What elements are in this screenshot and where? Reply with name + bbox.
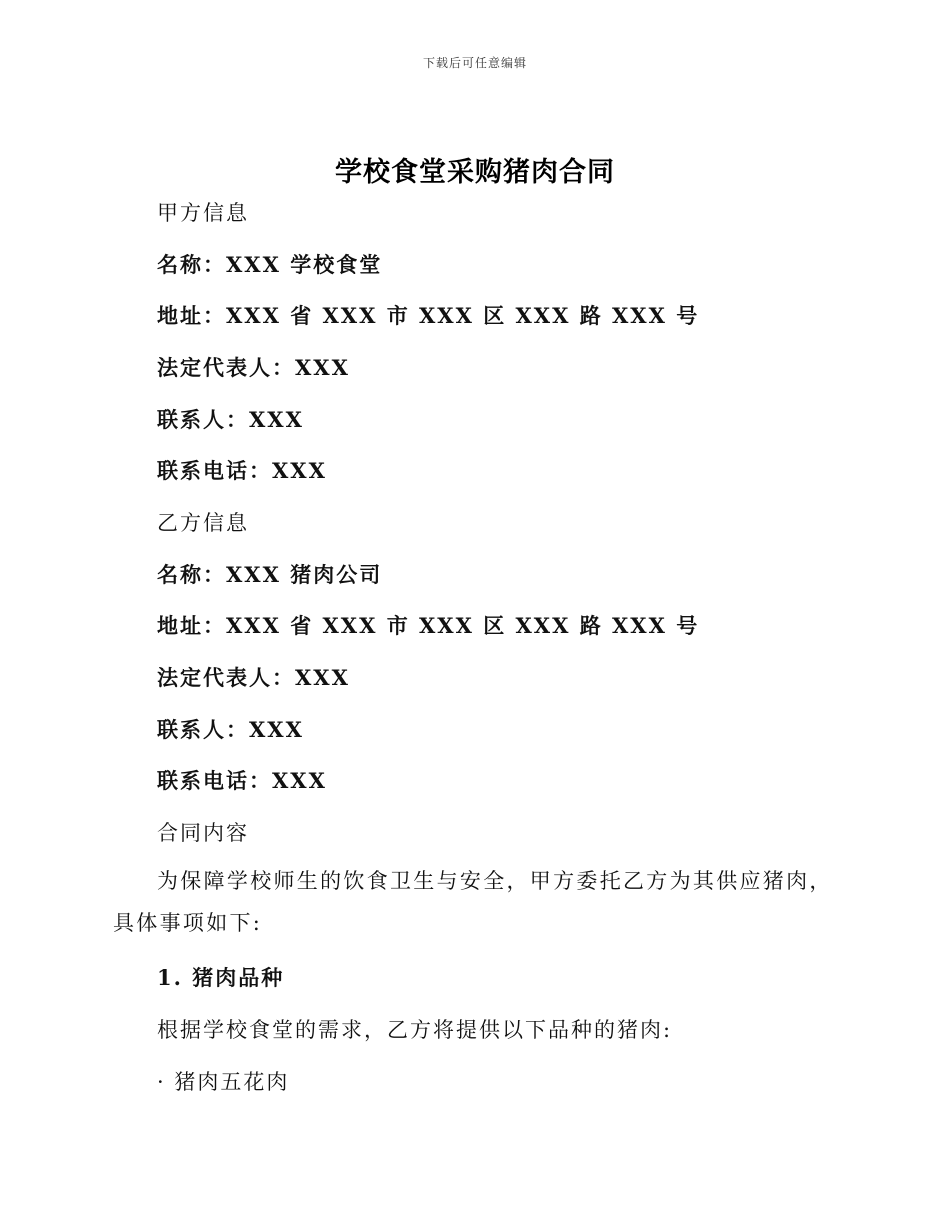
party-b-heading: 乙方信息 xyxy=(157,511,249,535)
party-b-legal-rep: 法定代表人：XXX xyxy=(157,665,350,690)
party-a-contact: 联系人：XXX xyxy=(157,407,304,432)
party-a-name: 名称：XXX 学校食堂 xyxy=(157,252,383,277)
page-header-note: 下载后可任意编辑 xyxy=(422,56,527,70)
document-title: 学校食堂采购猪肉合同 xyxy=(335,157,615,188)
party-a-address: 地址：XXX 省 XXX 市 XXX 区 XXX 路 XXX 号 xyxy=(157,303,700,328)
section-1-heading: 1. 猪肉品种 xyxy=(157,965,285,990)
party-b-address: 地址：XXX 省 XXX 市 XXX 区 XXX 路 XXX 号 xyxy=(157,613,700,638)
party-a-legal-rep: 法定代表人：XXX xyxy=(157,355,350,380)
party-b-phone: 联系电话：XXX xyxy=(157,768,327,793)
party-a-phone: 联系电话：XXX xyxy=(157,458,327,483)
party-b-name: 名称：XXX 猪肉公司 xyxy=(157,562,383,587)
party-b-contact: 联系人：XXX xyxy=(157,717,304,742)
party-a-heading: 甲方信息 xyxy=(157,201,249,225)
contract-heading: 合同内容 xyxy=(157,821,249,845)
section-1-text: 根据学校食堂的需求，乙方将提供以下品种的猪肉: xyxy=(157,1018,673,1042)
contract-intro-paragraph: 为保障学校师生的饮食卫生与安全，甲方委托乙方为其供应猪肉，具体事项如下: xyxy=(113,869,833,935)
list-item: · 猪肉五花肉 xyxy=(157,1070,290,1094)
